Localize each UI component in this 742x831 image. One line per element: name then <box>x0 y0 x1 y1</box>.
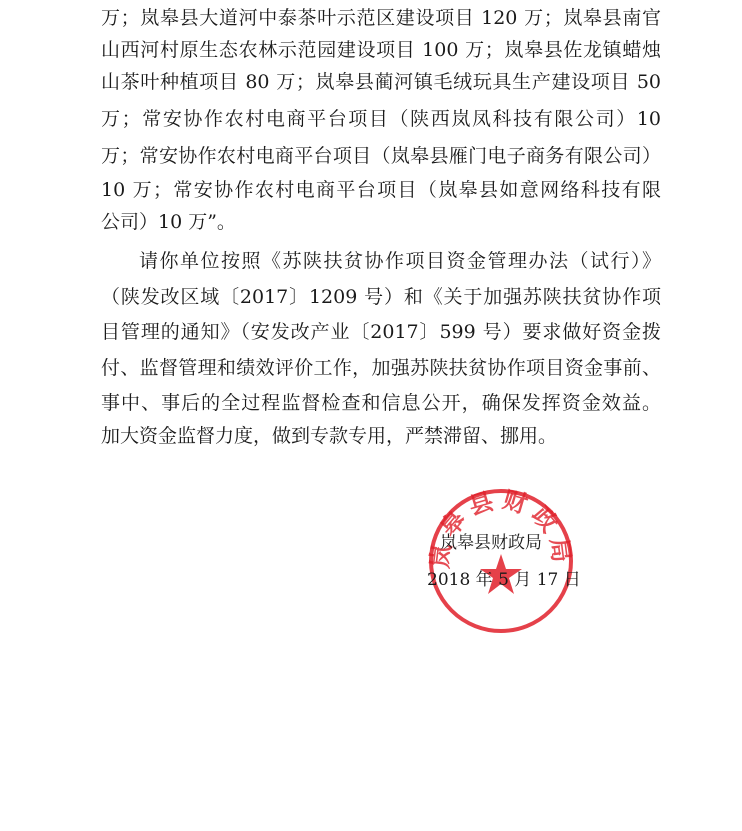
body-line: 公司）10 万”。 <box>101 211 236 233</box>
body-line: 万；常安协作农村电商平台项目（陕西岚凤科技有限公司）10 <box>101 108 661 130</box>
body-line: 付、监督管理和绩效评价工作，加强苏陕扶贫协作项目资金事前、 <box>101 357 661 379</box>
official-seal-icon <box>426 486 576 636</box>
body-line: 万；岚皋县大道河中泰茶叶示范区建设项目 120 万；岚皋县南官 <box>101 7 661 29</box>
body-line: 山茶叶种植项目 80 万；岚皋县蔺河镇毛绒玩具生产建设项目 50 <box>101 71 661 93</box>
body-line: 万；常安协作农村电商平台项目（岚皋县雁门电子商务有限公司） <box>101 145 661 167</box>
seal-text: 岚皋县财政局 <box>426 486 576 570</box>
body-line: 10 万；常安协作农村电商平台项目（岚皋县如意网络科技有限 <box>101 179 661 201</box>
issuer-name: 岚皋县财政局 <box>440 533 542 553</box>
body-line: （陕发改区域〔2017〕1209 号）和《关于加强苏陕扶贫协作项 <box>101 286 661 308</box>
body-line: 加大资金监督力度，做到专款专用，严禁滞留、挪用。 <box>101 425 558 447</box>
body-line: 山西河村原生态农林示范园建设项目 100 万；岚皋县佐龙镇蜡烛 <box>101 39 661 61</box>
body-line: 目管理的通知》（安发改产业〔2017〕599 号）要求做好资金拨 <box>101 321 661 343</box>
paragraph-first-line: 请你单位按照《苏陕扶贫协作项目资金管理办法（试行）》 <box>139 250 661 272</box>
issue-date: 2018 年 5 月 17 日 <box>427 570 581 590</box>
body-line: 事中、事后的全过程监督检查和信息公开，确保发挥资金效益。 <box>101 392 661 414</box>
